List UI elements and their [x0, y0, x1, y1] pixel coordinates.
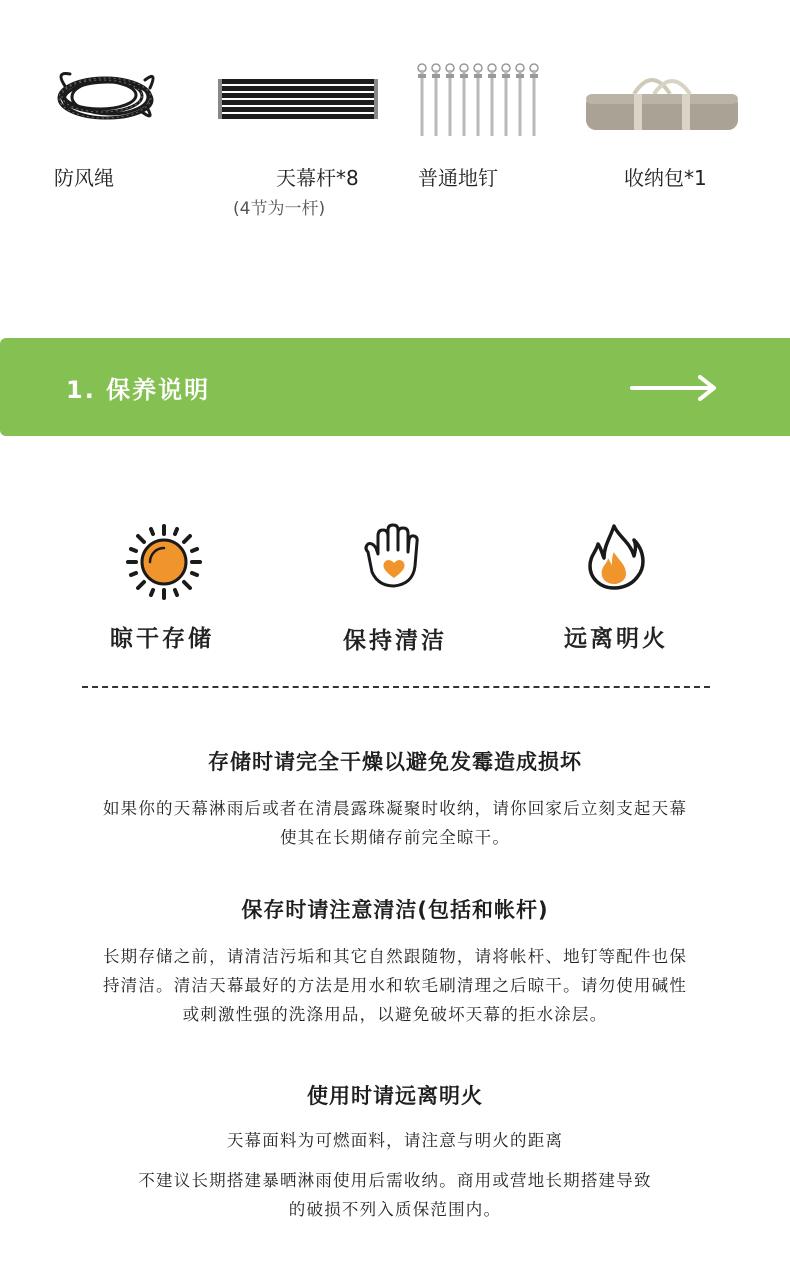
- hand-heart-icon: [358, 522, 426, 590]
- flame-icon: [584, 522, 648, 590]
- accessory-label-poles: 天幕杆*8: [276, 166, 359, 190]
- section-banner: [0, 338, 790, 436]
- stakes-icon: [414, 60, 544, 140]
- accessory-sub-poles: (4节为一杆): [233, 199, 326, 219]
- arrow-right-icon: [630, 374, 720, 402]
- banner-title: 1. 保养说明: [66, 376, 211, 404]
- body-line: 持清洁。清洁天幕最好的方法是用水和软毛刷清理之后晾干。请勿使用碱性: [102, 976, 688, 995]
- section-body: [40, 942, 750, 1029]
- section-body: [40, 1126, 750, 1155]
- care-label-clean: 保持清洁: [343, 628, 447, 654]
- accessory-label-stakes: 普通地钉: [418, 166, 498, 190]
- sun-icon: [124, 522, 204, 602]
- care-label-fire: 远离明火: [564, 626, 668, 652]
- section-heading: 使用时请远离明火: [307, 1084, 483, 1108]
- body-line: 的破损不列入质保范围内。: [288, 1200, 502, 1219]
- body-line: 不建议长期搭建暴晒淋雨使用后需收纳。商用或营地长期搭建导致: [138, 1171, 652, 1190]
- section-body: [40, 794, 750, 852]
- body-line: 天幕面料为可燃面料，请注意与明火的距离: [226, 1131, 564, 1150]
- body-line: 如果你的天幕淋雨后或者在清晨露珠凝聚时收纳，请你回家后立刻支起天幕: [102, 799, 688, 818]
- body-line: 长期存储之前，请清洁污垢和其它自然跟随物，请将帐杆、地钉等配件也保: [102, 947, 688, 966]
- section-body: [40, 1166, 750, 1224]
- rope-icon: [50, 66, 160, 126]
- accessory-label-bag: 收纳包*1: [624, 166, 707, 190]
- body-line: 或刺激性强的洗涤用品，以避免破坏天幕的拒水涂层。: [182, 1005, 608, 1024]
- accessory-label-rope: 防风绳: [54, 166, 114, 190]
- bag-icon: [584, 72, 740, 134]
- section-heading: 存储时请完全干燥以避免发霉造成损坏: [208, 750, 582, 774]
- care-label-dry: 晾干存储: [110, 626, 214, 652]
- section-heading: 保存时请注意清洁(包括和帐杆): [241, 898, 549, 922]
- body-line: 使其在长期储存前完全晾干。: [279, 828, 511, 847]
- poles-icon: [218, 76, 378, 126]
- divider: [82, 686, 710, 688]
